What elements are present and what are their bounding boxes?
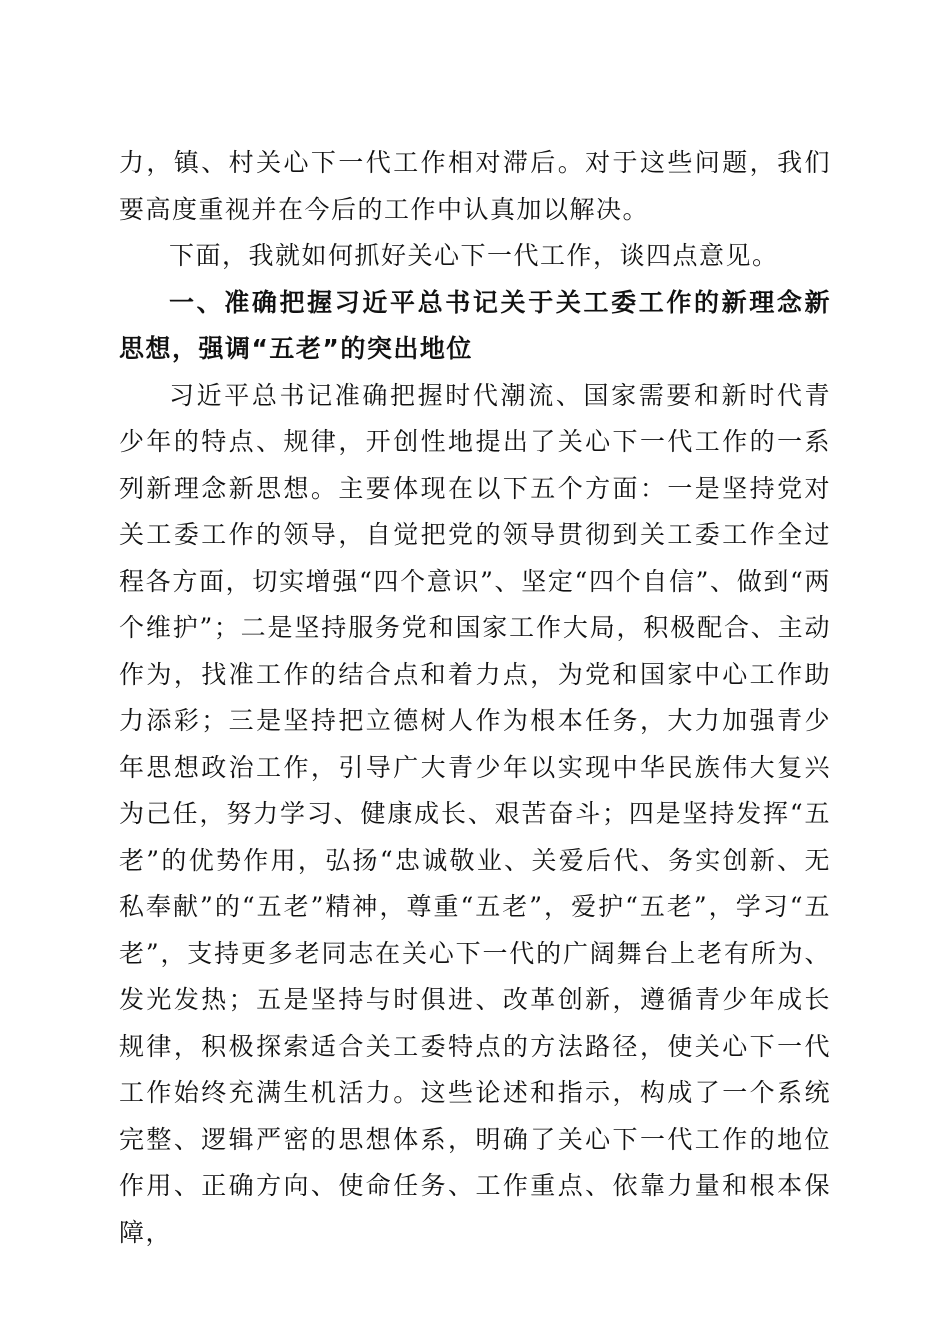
paragraph-continuation: 力，镇、村关心下一代工作相对滞后。对于这些问题，我们要高度重视并在今后的工作中认真加以解决。 (119, 148, 831, 224)
document-body (119, 140, 831, 1256)
paragraph-intro: 下面，我就如何抓好关心下一代工作，谈四点意见。 (169, 241, 779, 270)
paragraph-body: 习近平总书记准确把握时代潮流、国家需要和新时代青少年的特点、规律，开创性地提出了关心下一代工作的一系列新理念新思想。主要体现在以下五个方面：一是坚持党对关工委工作的领导，自觉把党的领导贯彻到关工委工作全过程各方面，切实增强“四个意识”、坚定“四个自信”、做到“两个维护”；二是坚持服务党和国家工作大局，积极配合、主动作为，找准工作的结合点和着力点，为党和国家中心工作助力添彩；三是坚持把立德树人作为根本任务，大力加强青少年思想政治工作，引导广大青少年以实现中华民族伟大复兴为己任，努力学习、健康成长、艰苦奋斗；四是坚持发挥“五老”的优势作用，弘扬“忠诚敬业、关爱后代、务实创新、无私奉献”的“五老”精神，尊重“五老”，爱护“五老”，学习“五老”，支持更多老同志在关心下一代的广阔舞台上老有所为、发光发热；五是坚持与时俱进、改革创新，遵循青少年成长规律，积极探索适合关工委特点的方法路径，使关心下一代工作始终充满生机活力。这些论述和指示，构成了一个系统完整、逻辑严密的思想体系，明确了关心下一代工作的地位作用、正确方向、使命任务、工作重点、依靠力量和根本保障， (119, 380, 831, 1247)
section-heading-1: 一、准确把握习近平总书记关于关工委工作的新理念新思想，强调“五老”的突出地位 (119, 287, 831, 363)
